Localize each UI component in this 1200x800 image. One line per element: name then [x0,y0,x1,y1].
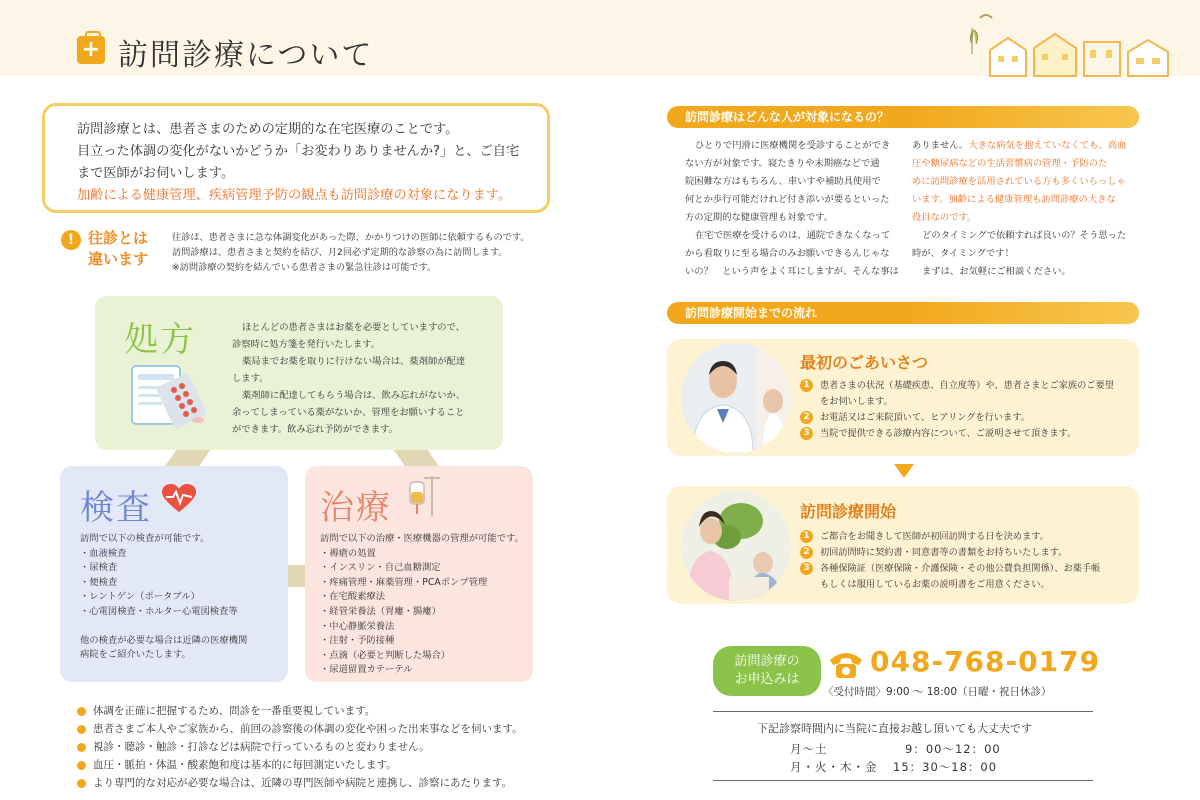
treatment-item: ・中心静脈栄養法 [320,620,395,632]
text-line: から看取りに至る場合のみお願いできるんじゃな [685,248,890,259]
list-item: 血圧・脈拍・体温・酸素飽和度は基本的に毎回測定いたします。 [77,756,523,774]
flow-step-1-title: 最初のごあいさつ [800,353,929,372]
highlight-line: います。加齢による健康管理も訪問診療の大きな [912,194,1116,205]
exam-intro: 訪問で以下の検査が可能です。 [80,533,210,544]
apply-badge [713,646,821,696]
step-line: 患者さまの状況（基礎疾患、自立度等）や、患者さまとご家族のご要望 [820,380,1114,391]
schedule-time: 9：00〜12：00 [905,742,1001,756]
divider [713,780,1093,781]
list-item: 患者さまご本人やご家族から、前回の診察後の体調の変化や困った出来事などを伺います。 [77,720,523,738]
text-line: 診察時に処方箋を発行いたします。 [232,339,381,350]
treatment-item: ・褥瘡の処置 [320,547,376,559]
notice-title-line: 往診とは [88,229,149,247]
text-line: ない方が対象です。寝たきりや末期癌などで通 [685,158,880,169]
schedule-day: 月〜土 [790,742,828,756]
schedule-times [893,740,1001,776]
schedule-day: 月・火・木・金 [790,760,878,774]
step-number: 1 [800,530,813,543]
exam-item: ・便検査 [80,576,118,588]
exam-footer: 病院をご紹介いたします。 [80,649,191,661]
apply-line: お申込みは [734,672,800,687]
intro-line: 目立った体調の変化がないかどうか「お変わりありませんか?」と、ご自宅 [77,144,520,159]
text-line: 院困難な方はもちろん、車いすや補助具使用で [685,176,881,187]
caregiver-photo [681,491,791,601]
who-heading [667,106,1139,128]
intro-highlight: 加齢による健康管理、疾病管理予防の観点も訪問診療の対象になります。 [77,188,512,203]
notice-body [172,230,529,275]
notice-line: 往診は、患者さまに急な体調変化があった際、かかりつけの医師に依頼するものです。 [172,232,530,243]
treatment-item: ・尿道留置カテーテル [320,664,413,676]
step-line: 初回訪問時に契約書・同意書等の書類をお持ちいたします。 [820,547,1068,558]
treatment-item: ・点滴（必要と判断した場合） [320,649,451,661]
heading-gradient [909,106,1139,128]
walk-in-note: 下記診察時間内に当院に直接お越し頂いても大丈夫です [757,722,1032,735]
text-line: いの？ という声をよく耳にしますが、そんな事は [685,266,899,277]
exam-item: ・レントゲン（ポータブル） [80,591,200,603]
doctor-photo [681,343,791,453]
text-line: 薬剤師に配達してもらう場合は、飲み忘れがないか、 [242,390,466,401]
treatment-text [320,532,530,678]
treatment-item: ・経管栄養法（胃瘻・腸瘻） [320,605,441,617]
highlight-span: 大きな病気を抱えていなくても、高血 [968,140,1127,151]
text-line: 時が、タイミングです！ [912,248,1014,259]
highlight-line: めに訪問診療を活用されている方も多くいらっしゃ [912,176,1126,187]
treatment-title: 治療 [320,488,392,528]
highlight-line: 圧や糖尿病などの生活習慣病の管理・予防のた [912,158,1108,169]
exam-item: ・血液検査 [80,547,127,559]
step-line: お電話又はご来院頂いて、ヒアリングを行います。 [820,412,1030,423]
flow-step-2-title: 訪問診療開始 [800,502,897,521]
treatment-intro: 訪問で以下の治療・医療機器の管理が可能です。 [320,533,524,544]
intro-line: まで医師がお伺いします。 [77,166,235,181]
treatment-item: ・疼痛管理・麻薬管理・PCAポンプ管理 [320,576,488,588]
step-item [800,378,1114,410]
text-line: まずは、お気軽にご相談ください。 [922,266,1071,277]
phone-number[interactable]: 048-768-0179 [870,645,1101,678]
step-line: をお伺いします。 [820,396,893,407]
step-number: 3 [800,562,813,575]
who-col-1 [685,137,905,281]
step-number: 1 [800,379,813,392]
phone-icon [828,650,864,680]
list-item: より専門的な対応が必要な場合は、近隣の専門医師や病院と連携し、診察にあたります。 [77,774,523,792]
flow-step-2-list [800,529,1100,593]
text-line: ひとりで円滑に医療機関を受診することができ [695,140,891,151]
text-line: 在宅で医療を受けるのは、通院できなくなって [695,230,891,241]
notice-title [88,228,148,270]
flow-heading-label: 訪問診療開始までの流れ [685,306,818,320]
text-line: ができます。飲み忘れ予防ができます。 [232,424,398,435]
intro-line: 訪問診療とは、患者さまのための定期的な在宅医療のことです。 [77,122,459,137]
step-item [800,545,1100,561]
text-line: 方の定期的な健康管理も対象です。 [685,212,834,223]
text-line: 薬局までお薬を取りに行けない場合は、薬剤師が配達 [242,356,466,367]
step-line: 各種保険証（医療保険・介護保険・その他公費負担関係）、お薬手帳 [820,563,1101,574]
text-line: 余ってしまっている薬がないか、管理をお願いすること [232,407,465,418]
exclamation-icon: ! [61,230,81,250]
flow-heading [667,302,1139,324]
text-line: 何とか歩行可能だけれど付き添いが要るといった [685,194,890,205]
reception-hours: 〈受付時間〉9:00 〜 18:00（日曜・祝日休診） [823,686,1052,698]
schedule-days [790,740,878,776]
iv-drip-icon [404,474,444,518]
text-line: ほとんどの患者さまはお薬を必要としていますので、 [242,322,465,333]
flow-step-1-list [800,378,1114,442]
who-col-2 [912,137,1142,281]
prescription-title: 処方 [124,320,196,360]
prescription-text [232,319,492,438]
medicine-icon [130,362,210,432]
step-item [800,410,1114,426]
apply-line: 訪問診療の [734,654,800,669]
page-title: 訪問診療について [118,38,374,73]
divider [713,711,1093,712]
text-line: どのタイミングで依頼すれば良いの？そう思った [922,230,1127,241]
exam-footer: 他の検査が必要な場合は近隣の医療機関 [80,634,248,646]
heading-gradient [909,302,1139,324]
step-number: 3 [800,427,813,440]
heart-icon [162,484,196,514]
medical-kit-icon: + [77,36,105,64]
treatment-item: ・在宅酸素療法 [320,591,386,603]
step-number: 2 [800,546,813,559]
exam-text [80,532,285,663]
exam-title: 検査 [80,488,152,528]
down-arrow-icon [894,464,914,478]
step-item [800,529,1100,545]
houses-illustration [960,10,1180,80]
treatment-item: ・インスリン・自己血糖測定 [320,562,441,574]
notice-title-line: 違います [88,250,149,268]
treatment-item: ・注射・予防接種 [320,635,395,647]
highlight-line: 役目なのです。 [912,212,977,223]
text-span: ありません。 [912,140,969,151]
exam-item: ・尿検査 [80,562,118,574]
step-line: もしくは服用しているお薬の説明書をご用意ください。 [820,579,1050,590]
step-line: 当院で提供できる診療内容について、ご説明させて頂きます。 [820,428,1077,439]
step-item [800,561,1100,593]
list-item: 体調を正確に把握するため、問診を一番重要視しています。 [77,702,523,720]
step-item [800,426,1114,442]
list-item: 視診・聴診・触診・打診などは病院で行っているものと変わりません。 [77,738,523,756]
bullet-list [77,702,523,792]
notice-line: ※訪問診療の契約を結んでいる患者さまの緊急往診は可能です。 [172,262,437,273]
schedule-time: 15：30〜18：00 [893,760,998,774]
step-line: ご都合をお聞きして医師が初回訪問する日を決めます。 [820,531,1049,542]
who-heading-label: 訪問診療はどんな人が対象になるの？ [685,110,890,124]
exam-item: ・心電図検査・ホルター心電図検査等 [80,605,238,617]
text-line: します。 [232,373,269,384]
notice-line: 訪問診療は、患者さまと契約を結び、月2回必ず定期的な診察の為に訪問します。 [172,247,508,258]
step-number: 2 [800,411,813,424]
intro-box [42,103,550,213]
